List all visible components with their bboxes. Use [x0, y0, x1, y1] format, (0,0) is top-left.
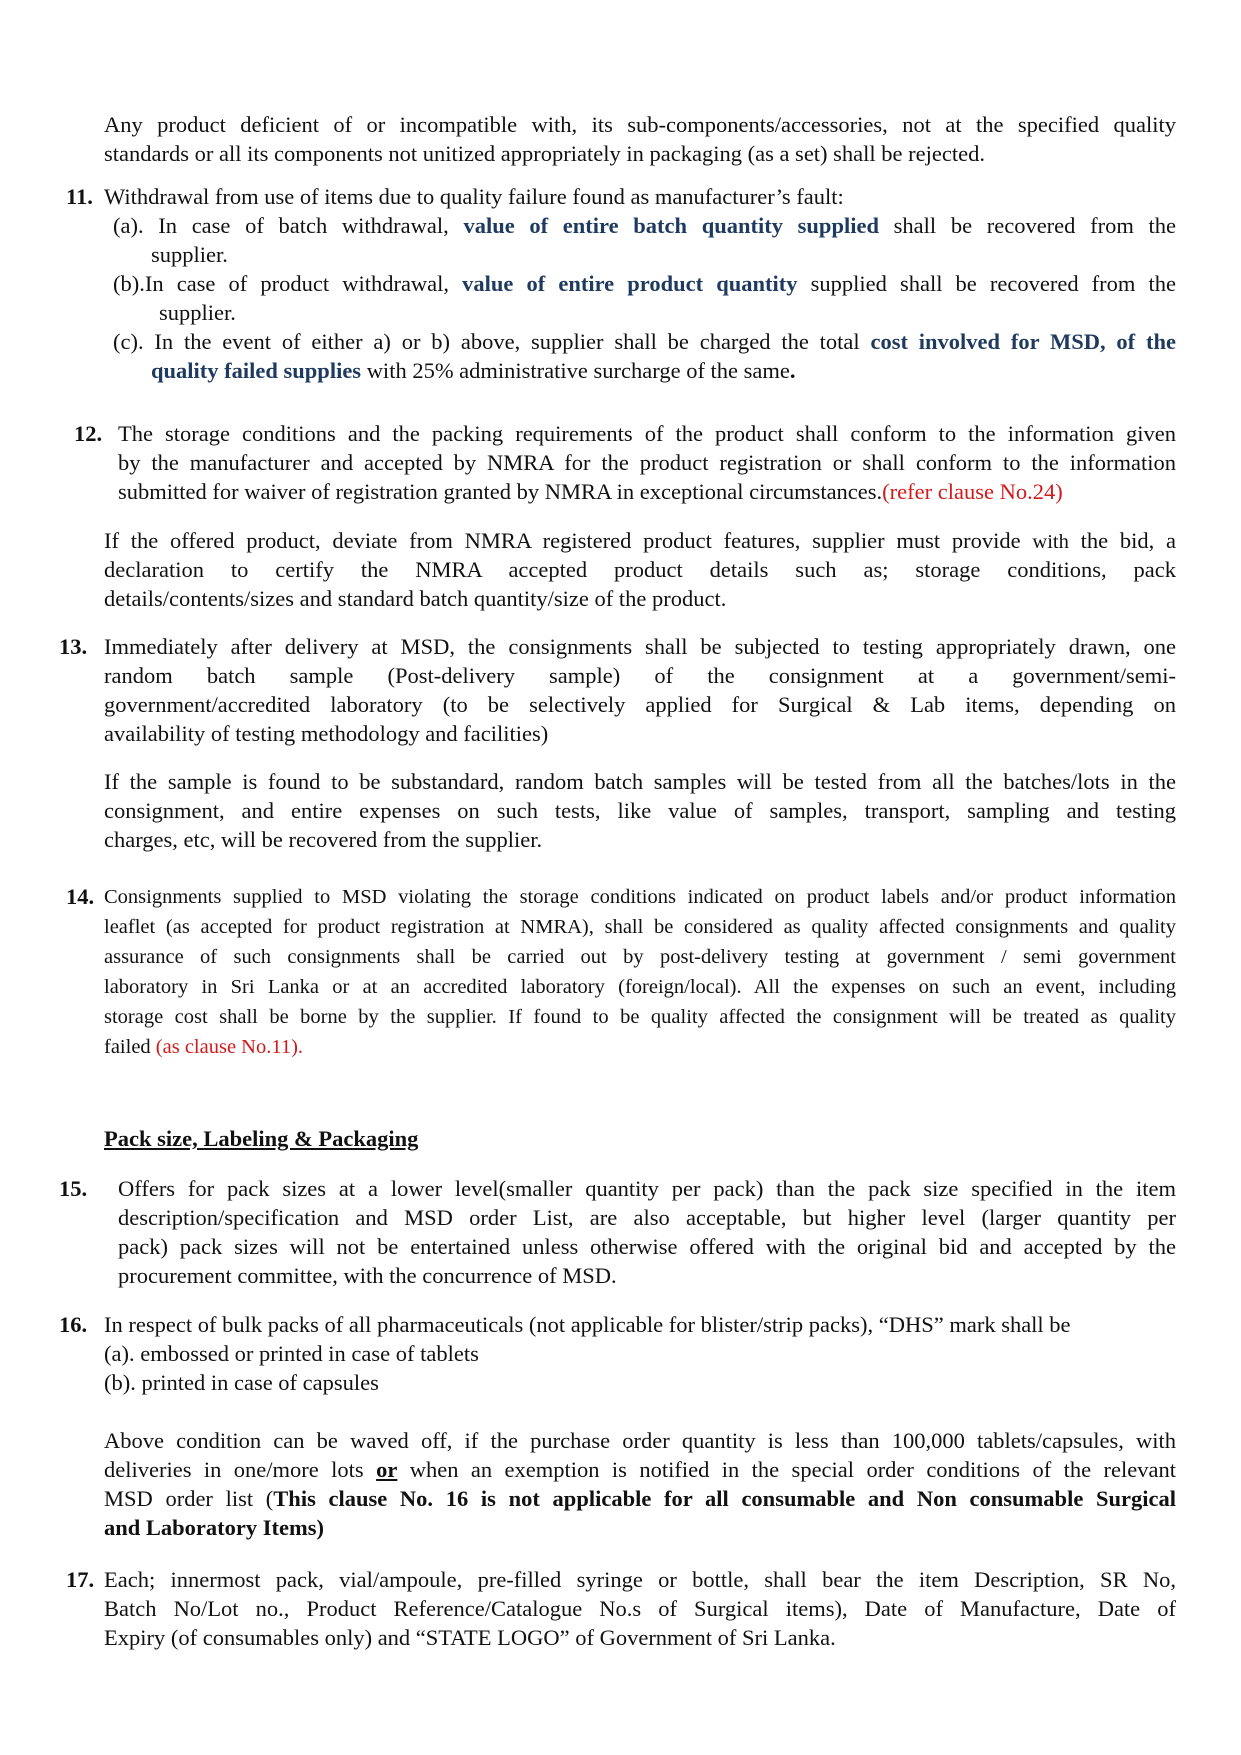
clause-16-a: (a). embossed or printed in case of tablets: [104, 1341, 479, 1366]
clause-14-line-2: leaflet (as accepted for product registration at NMRA), shall be considered as quality affected consignments and quality: [104, 916, 1176, 938]
clause-12-number: 12.: [74, 421, 103, 446]
clause-13-line-1: Immediately after delivery at MSD, the consignments shall be subjected to testing appropriately drawn, one: [104, 634, 1176, 659]
clause-14-line-1: Consignments supplied to MSD violating the storage conditions indicated on product labels and/or product information: [104, 886, 1176, 908]
clause-12-para-2-line-3: details/contents/sizes and standard batch quantity/size of the product.: [104, 586, 727, 611]
clause-17-line-2: Batch No/Lot no., Product Reference/Catalogue No.s of Surgical items), Date of Manufacture, Date of: [104, 1596, 1176, 1621]
clause-15-line-3: pack) pack sizes will not be entertained unless otherwise offered with the original bid and accepted by the: [118, 1234, 1176, 1259]
clause-12-para-2-line-2: declaration to certify the NMRA accepted product details such as; storage conditions, pack: [104, 557, 1176, 582]
clause-16-para-2-line-3: MSD order list (This clause No. 16 is not applicable for all consumable and Non consumable Surgical: [104, 1486, 1176, 1511]
clause-13-line-3: government/accredited laboratory (to be selectively applied for Surgical & Lab items, depending on: [104, 692, 1176, 717]
section-heading: Pack size, Labeling & Packaging: [104, 1126, 419, 1151]
clause-14-line-3: assurance of such consignments shall be carried out by post-delivery testing at government / semi government: [104, 946, 1176, 968]
clause-13-line-4: availability of testing methodology and facilities): [104, 721, 549, 746]
clause-11-b-line-1: (b).In case of product withdrawal, value of entire product quantity supplied shall be recovered from the: [113, 271, 1176, 296]
clause-16-para-2-line-2: deliveries in one/more lots or when an exemption is notified in the special order conditions of the relevant: [104, 1457, 1176, 1482]
clause-13-para-2-line-3: charges, etc, will be recovered from the supplier.: [104, 827, 543, 852]
clause-12-line-1: The storage conditions and the packing requirements of the product shall conform to the information given: [118, 421, 1176, 446]
clause-12-para-2-line-1: If the offered product, deviate from NMRA registered product features, supplier must provide with the bid, a: [104, 528, 1176, 553]
clause-13-para-2-line-2: consignment, and entire expenses on such tests, like value of samples, transport, sampling and testing: [104, 798, 1176, 823]
intro-line-1: Any product deficient of or incompatible with, its sub-components/accessories, not at the specified quality: [104, 112, 1176, 137]
clause-11-number: 11.: [66, 184, 93, 209]
clause-14-line-4: laboratory in Sri Lanka or at an accredited laboratory (foreign/local). All the expenses on such an event, including: [104, 976, 1176, 998]
clause-15-line-1: Offers for pack sizes at a lower level(smaller quantity per pack) than the pack size specified in the item: [118, 1176, 1176, 1201]
clause-11-b-line-2: supplier.: [159, 300, 236, 325]
clause-11-c-line-2: quality failed supplies with 25% administrative surcharge of the same.: [151, 358, 796, 383]
clause-16-b: (b). printed in case of capsules: [104, 1370, 379, 1395]
clause-11-c-line-1: (c). In the event of either a) or b) above, supplier shall be charged the total cost involved for MSD, of the: [113, 329, 1176, 354]
clause-17-number: 17.: [66, 1567, 95, 1592]
clause-16-line-1: In respect of bulk packs of all pharmaceuticals (not applicable for blister/strip packs), “DHS” mark shall be: [104, 1312, 1071, 1337]
clause-13-line-2: random batch sample (Post-delivery sample) of the consignment at a government/semi-: [104, 663, 1176, 688]
clause-12-line-3: submitted for waiver of registration granted by NMRA in exceptional circumstances.(refer clause No.24): [118, 479, 1063, 504]
clause-15-line-4: procurement committee, with the concurrence of MSD.: [118, 1263, 617, 1288]
clause-11-a-line-1: (a). In case of batch withdrawal, value of entire batch quantity supplied shall be recovered from the: [113, 213, 1176, 238]
clause-16-para-2-line-1: Above condition can be waved off, if the purchase order quantity is less than 100,000 tablets/capsules, with: [104, 1428, 1176, 1453]
clause-16-para-2-line-4: and Laboratory Items): [104, 1515, 324, 1540]
clause-13-para-2-line-1: If the sample is found to be substandard, random batch samples will be tested from all the batches/lots in the: [104, 769, 1176, 794]
intro-line-2: standards or all its components not unitized appropriately in packaging (as a set) shall be rejected.: [104, 141, 985, 166]
clause-16-number: 16.: [59, 1312, 88, 1337]
clause-11-a-line-2: supplier.: [151, 242, 228, 267]
clause-13-number: 13.: [59, 634, 88, 659]
clause-14-line-5: storage cost shall be borne by the supplier. If found to be quality affected the consignment will be treated as quality: [104, 1006, 1176, 1028]
clause-15-line-2: description/specification and MSD order List, are also acceptable, but higher level (larger quantity per: [118, 1205, 1176, 1230]
clause-15-number: 15.: [59, 1176, 88, 1201]
clause-17-line-1: Each; innermost pack, vial/ampoule, pre-filled syringe or bottle, shall bear the item Description, SR No,: [104, 1567, 1176, 1592]
clause-14-line-6: failed (as clause No.11).: [104, 1036, 304, 1058]
clause-17-line-3: Expiry (of consumables only) and “STATE LOGO” of Government of Sri Lanka.: [104, 1625, 836, 1650]
clause-11-line-1: Withdrawal from use of items due to quality failure found as manufacturer’s fault:: [104, 184, 844, 209]
clause-14-number: 14.: [66, 884, 95, 909]
clause-12-line-2: by the manufacturer and accepted by NMRA for the product registration or shall conform to the information: [118, 450, 1176, 475]
